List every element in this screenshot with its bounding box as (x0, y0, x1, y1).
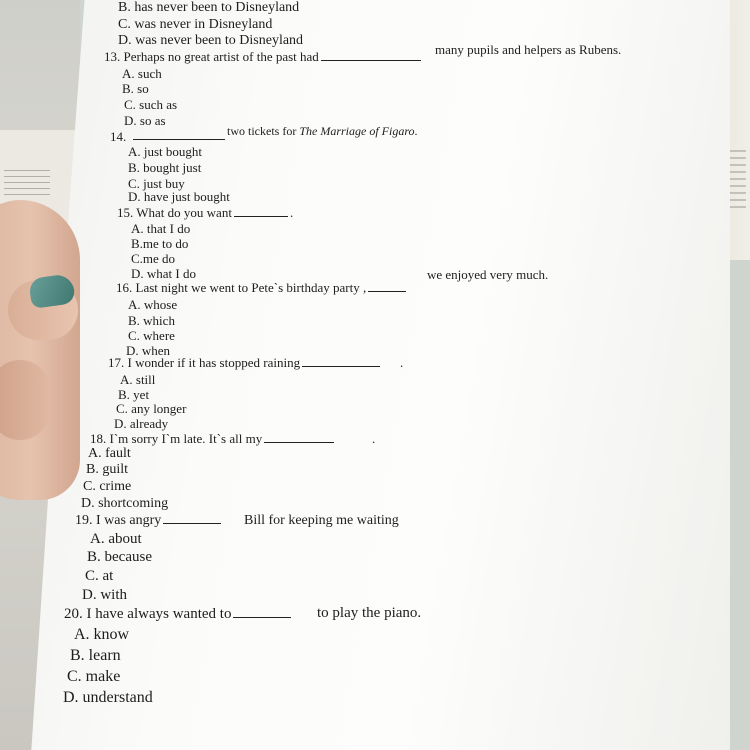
question-13 (104, 50, 423, 63)
option-18-b: B. guilt (86, 462, 129, 477)
hand (0, 200, 80, 500)
option-19-c: C. at (85, 568, 114, 584)
underlying-paper-text (4, 170, 50, 200)
answer-blank (264, 441, 334, 443)
answer-blank (163, 522, 221, 524)
option-16-a: A. whose (128, 297, 178, 312)
question-20 (64, 607, 293, 622)
option-20-a: A. know (74, 626, 130, 643)
option-15-b: B.me to do (131, 236, 189, 251)
question-17-period: . (400, 355, 404, 370)
option-12-b: B. has never been to Disneyland (118, 0, 300, 15)
option-18-d: D. shortcoming (81, 496, 169, 511)
option-18-c: C. crime (83, 479, 132, 494)
question-20-text: 20. I have always wanted to (64, 606, 232, 622)
option-13-b: B. so (122, 81, 149, 96)
question-18-period: . (372, 431, 376, 446)
option-17-b: B. yet (118, 387, 150, 402)
option-18-a: A. fault (88, 446, 131, 461)
question-20-end: to play the piano. (317, 605, 422, 621)
option-19-d: D. with (82, 587, 127, 603)
question-15-period: . (289, 205, 294, 220)
question-14-blank (131, 128, 227, 144)
question-15-text: 15. What do you want (117, 205, 232, 220)
question-14-period: . (414, 124, 418, 138)
option-19-b: B. because (87, 549, 152, 565)
option-15-d: D. what I do (131, 266, 196, 281)
question-13-text: 13. Perhaps no great artist of the past had (104, 49, 319, 64)
question-13-end: many pupils and helpers as Rubens. (435, 42, 622, 57)
option-20-d: D. understand (63, 689, 153, 706)
question-15 (117, 206, 293, 219)
question-16-text: 16. Last night we went to Pete`s birthday party , (116, 280, 367, 295)
option-13-a: A. such (122, 66, 162, 81)
question-18-text: 18. I`m sorry I`m late. It`s all my (90, 431, 263, 446)
question-14-number: 14. (110, 129, 127, 144)
option-16-c: C. where (128, 328, 175, 343)
option-15-c: C.me do (131, 251, 176, 266)
question-16-end: we enjoyed very much. (427, 267, 549, 282)
option-16-b: B. which (128, 313, 175, 328)
option-14-d: D. have just bought (128, 189, 230, 204)
answer-blank (234, 215, 288, 217)
option-20-b: B. learn (70, 647, 121, 664)
question-19-end: Bill for keeping me waiting (244, 513, 399, 528)
answer-blank (368, 290, 406, 292)
option-17-a: A. still (120, 372, 156, 387)
question-14-prefix: two tickets for (227, 124, 300, 138)
option-16-d: D. when (126, 343, 171, 358)
question-18 (90, 432, 336, 445)
question-14-title: The Marriage of Figaro (299, 124, 415, 138)
option-17-c: C. any longer (116, 401, 187, 416)
question-19-text: 19. I was angry (75, 513, 162, 528)
question-16 (116, 281, 408, 294)
option-19-a: A. about (90, 531, 142, 547)
answer-blank (302, 365, 380, 367)
answer-blank (133, 138, 225, 140)
question-17-text: 17. I wonder if it has stopped raining (108, 355, 301, 370)
question-19 (75, 514, 223, 528)
question-14-text (227, 125, 418, 137)
option-14-c: C. just buy (128, 176, 185, 191)
option-17-d: D. already (114, 416, 169, 431)
question-17 (108, 356, 382, 369)
option-14-b: B. bought just (128, 160, 202, 175)
option-13-d: D. so as (124, 113, 166, 128)
lower-finger (0, 360, 50, 440)
option-14-a: A. just bought (128, 144, 203, 159)
answer-blank (321, 59, 421, 61)
answer-blank (233, 616, 291, 618)
option-15-a: A. that I do (131, 221, 191, 236)
option-13-c: C. such as (124, 97, 178, 112)
option-12-d: D. was never been to Disneyland (118, 33, 304, 48)
option-12-c: C. was never in Disneyland (118, 17, 273, 32)
option-20-c: C. make (67, 668, 121, 685)
